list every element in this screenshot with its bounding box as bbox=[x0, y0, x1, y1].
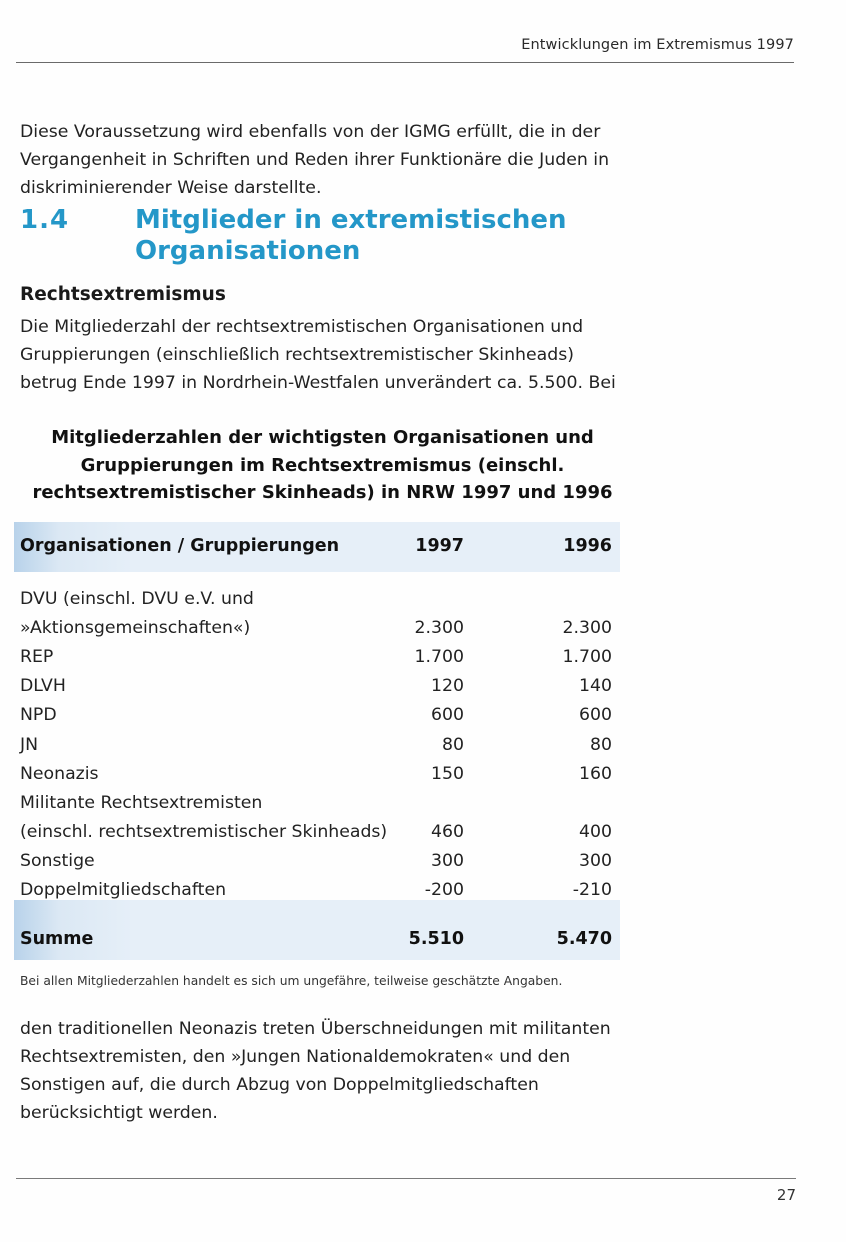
row-value-1996: 600 bbox=[579, 705, 612, 726]
section-title: Mitglieder in extremistischen Organisationen bbox=[135, 205, 567, 266]
footer-rule bbox=[16, 1178, 796, 1179]
table-row bbox=[20, 618, 612, 647]
table-total-row bbox=[20, 929, 612, 958]
table-row bbox=[20, 705, 612, 734]
row-label: Sonstige bbox=[20, 850, 95, 871]
row-value-1996: 2.300 bbox=[562, 618, 612, 639]
row-label: NPD bbox=[20, 705, 57, 726]
row-label: Militante Rechtsextremisten bbox=[20, 792, 263, 813]
table-row bbox=[20, 589, 612, 618]
table-row bbox=[20, 735, 612, 764]
row-value-1996: 80 bbox=[590, 734, 612, 755]
table-row bbox=[20, 851, 612, 880]
row-value-1996: 400 bbox=[579, 821, 612, 842]
table-row bbox=[20, 676, 612, 705]
row-value-1997: -200 bbox=[424, 880, 464, 900]
column-header-1997: 1997 bbox=[415, 536, 464, 556]
row-label: REP bbox=[20, 647, 54, 668]
row-value-1997: 600 bbox=[431, 705, 464, 726]
header-rule bbox=[16, 62, 794, 63]
closing-paragraph: den traditionellen Neonazis treten Überschneidungen mit militanten Rechtsextremisten, den »Jungen Nationaldemokraten« und den Sonstigen auf, die durch Abzug von Doppelmitgliedschaften berücksichtigt werden. bbox=[20, 1019, 611, 1123]
table-footnote: Bei allen Mitgliederzahlen handelt es sich um ungefähre, teilweise geschätzte Angaben. bbox=[20, 974, 563, 988]
row-label: Neonazis bbox=[20, 763, 99, 784]
row-value-1996: 160 bbox=[579, 763, 612, 784]
table-caption: Mitgliederzahlen der wichtigsten Organisationen und Gruppierungen im Rechtsextremismus (einschl. rechtsextremistischer Skinheads) in NRW 1997 und 1996 bbox=[32, 427, 613, 503]
table-row bbox=[20, 647, 612, 676]
intro-paragraph: Diese Voraussetzung wird ebenfalls von der IGMG erfüllt, die in der Vergangenheit in Schriften und Reden ihrer Funktionäre die Juden in diskriminierender Weise darstellte. bbox=[20, 122, 610, 198]
row-value-1997: 1.700 bbox=[414, 647, 464, 668]
row-value-1996: 300 bbox=[579, 850, 612, 871]
section-number: 1.4 bbox=[20, 205, 70, 235]
table-row bbox=[20, 793, 612, 822]
row-value-1997: 2.300 bbox=[414, 618, 464, 639]
row-label: JN bbox=[20, 734, 39, 755]
row-value-1997: 460 bbox=[431, 821, 464, 842]
total-label: Summe bbox=[20, 929, 94, 949]
table-header-row bbox=[20, 536, 612, 565]
running-header: Entwicklungen im Extremismus 1997 bbox=[521, 37, 794, 53]
column-header-organisation: Organisationen / Gruppierungen bbox=[20, 536, 340, 556]
row-label: DVU (einschl. DVU e.V. und bbox=[20, 589, 254, 609]
row-value-1997: 120 bbox=[431, 676, 464, 697]
column-header-1996: 1996 bbox=[563, 536, 612, 556]
subheading: Rechtsextremismus bbox=[20, 284, 226, 305]
page-number: 27 bbox=[776, 1186, 796, 1204]
row-label: »Aktionsgemeinschaften«) bbox=[20, 618, 251, 639]
row-value-1996: 1.700 bbox=[562, 647, 612, 668]
row-value-1997: 300 bbox=[431, 850, 464, 871]
row-label: (einschl. rechtsextremistischer Skinheads) bbox=[20, 821, 388, 842]
row-value-1997: 150 bbox=[431, 763, 464, 784]
total-1997: 5.510 bbox=[408, 929, 464, 949]
row-label: DLVH bbox=[20, 676, 66, 697]
table-row bbox=[20, 764, 612, 793]
row-label: Doppelmitgliedschaften bbox=[20, 880, 227, 900]
row-value-1996: -210 bbox=[572, 880, 612, 900]
row-value-1996: 140 bbox=[579, 676, 612, 697]
total-1996: 5.470 bbox=[556, 929, 612, 949]
body-paragraph: Die Mitgliederzahl der rechtsextremistischen Organisationen und Gruppierungen (einschließlich rechtsextremistischer Skinheads) betrug Ende 1997 in Nordrhein-Westfalen unverändert ca. 5.500. Bei bbox=[20, 317, 616, 393]
row-value-1997: 80 bbox=[442, 734, 464, 755]
table-row bbox=[20, 822, 612, 851]
